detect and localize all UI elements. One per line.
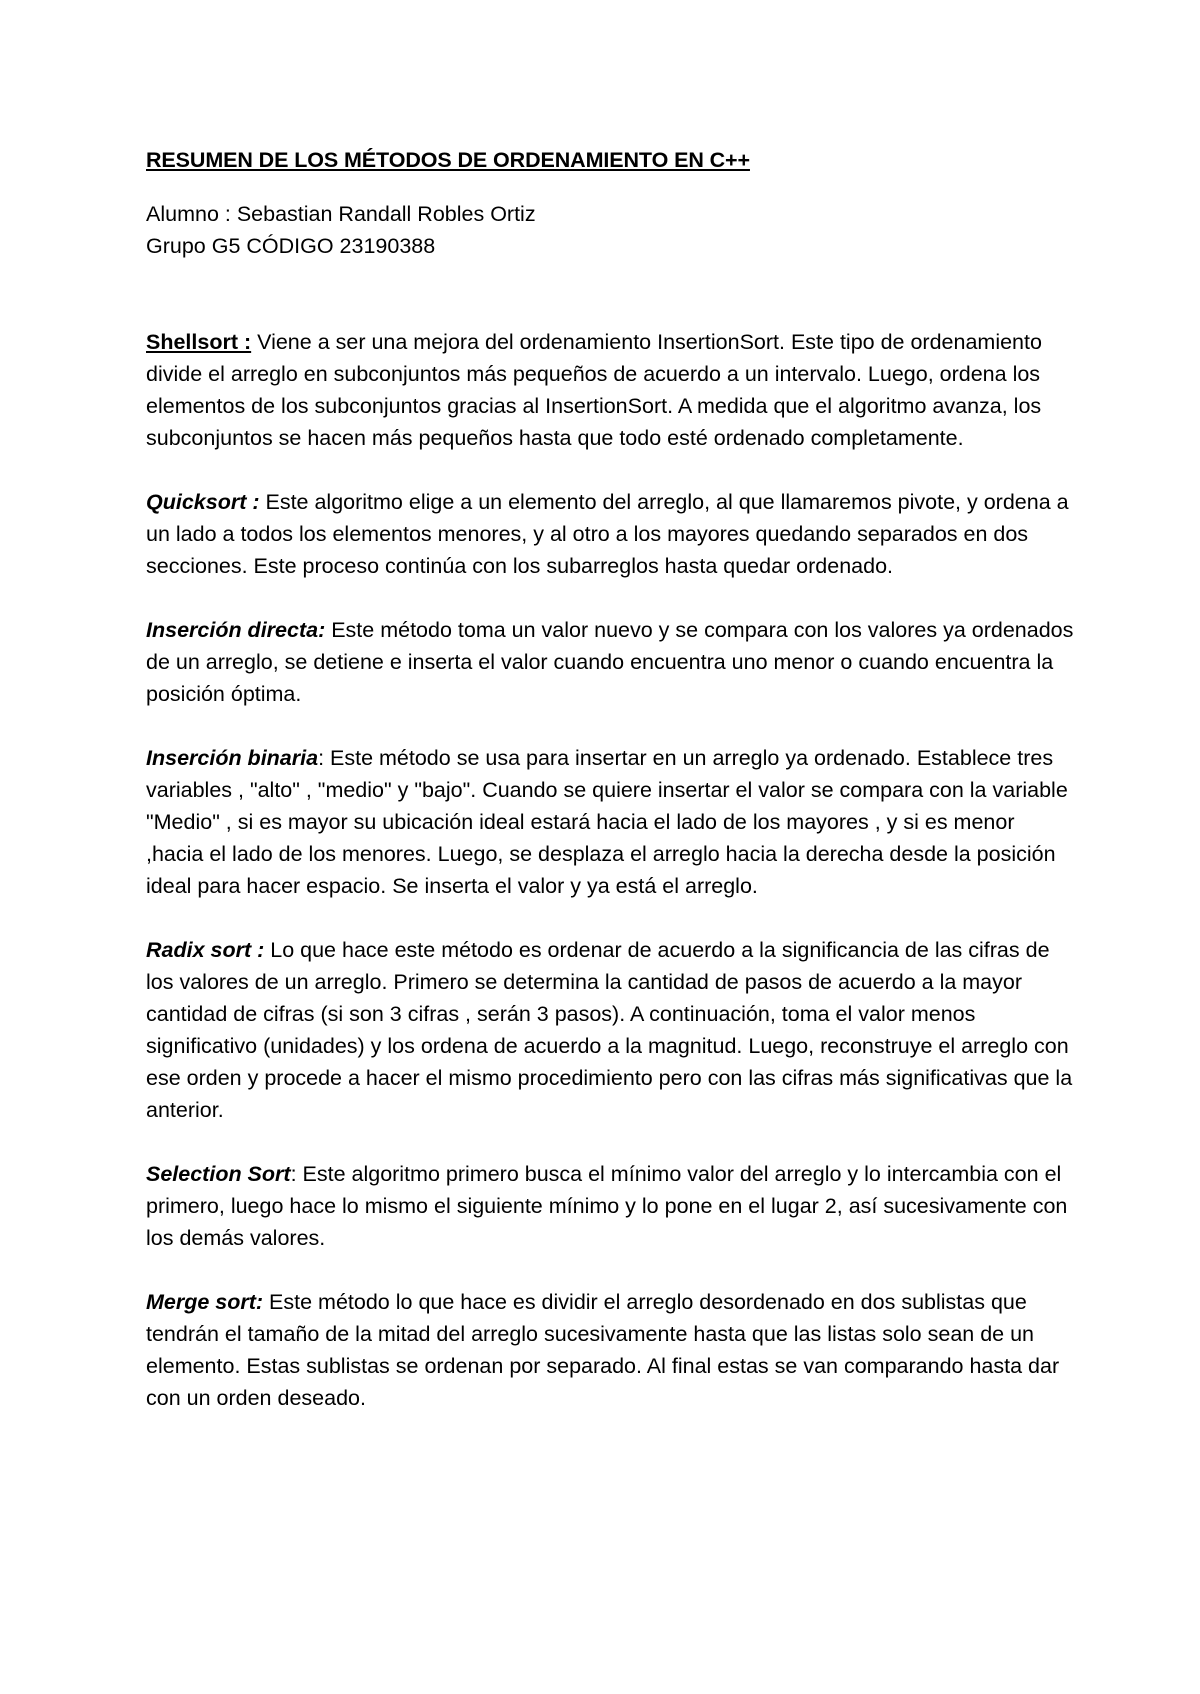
- term-radix-sort: Radix sort :: [146, 938, 265, 962]
- student-info: [146, 198, 1080, 262]
- group-code-line: Grupo G5 CÓDIGO 23190388: [146, 234, 436, 258]
- term-insercion-directa: Inserción directa:: [146, 618, 326, 642]
- description-quicksort: Este algoritmo elige a un elemento del arreglo, al que llamaremos pivote, y ordena a un lado a todos los elementos menores, y al otro a los mayores quedando separados en dos secciones. Este proceso continúa con los subarreglos hasta quedar ordenado.: [146, 490, 1069, 578]
- document-title: RESUMEN DE LOS MÉTODOS DE ORDENAMIENTO EN C++: [146, 148, 750, 172]
- sorting-methods-list: [146, 326, 1080, 1414]
- term-shellsort: Shellsort :: [146, 330, 252, 354]
- description-insercion-directa: Este método toma un valor nuevo y se compara con los valores ya ordenados de un arreglo, se detiene e inserta el valor cuando encuentra uno menor o cuando encuentra la posición óptima.: [146, 618, 1074, 706]
- term-quicksort: Quicksort :: [146, 490, 260, 514]
- description-selection-sort: : Este algoritmo primero busca el mínimo valor del arreglo y lo intercambia con el primero, luego hace lo mismo el siguiente mínimo y lo pone en el lugar 2, así sucesivamente con los demás valores.: [146, 1162, 1068, 1250]
- term-merge-sort: Merge sort:: [146, 1290, 264, 1314]
- term-selection-sort: Selection Sort: [146, 1162, 291, 1186]
- section-merge-sort: [146, 1286, 1076, 1414]
- section-quicksort: [146, 486, 1076, 582]
- section-radix-sort: [146, 934, 1076, 1126]
- student-name-line: Alumno : Sebastian Randall Robles Ortiz: [146, 202, 536, 226]
- section-selection-sort: [146, 1158, 1076, 1254]
- section-insercion-directa: [146, 614, 1076, 710]
- description-radix-sort: Lo que hace este método es ordenar de acuerdo a la significancia de las cifras de los valores de un arreglo. Primero se determina la cantidad de pasos de acuerdo a la mayor cantidad de cifras (si son 3 cifras , serán 3 pasos). A continuación, toma el valor menos significativo (unidades) y los ordena de acuerdo a la magnitud. Luego, reconstruye el arreglo con ese orden y procede a hacer el mismo procedimiento pero con las cifras más significativas que la anterior.: [146, 938, 1073, 1122]
- description-shellsort: Viene a ser una mejora del ordenamiento InsertionSort. Este tipo de ordenamiento divide el arreglo en subconjuntos más pequeños de acuerdo a un intervalo. Luego, ordena los elementos de los subconjuntos gracias al InsertionSort. A medida que el algoritmo avanza, los subconjuntos se hacen más pequeños hasta que todo esté ordenado completamente.: [146, 330, 1042, 450]
- description-insercion-binaria: : Este método se usa para insertar en un arreglo ya ordenado. Establece tres variables , "alto" , "medio" y "bajo". Cuando se quiere insertar el valor se compara con la variable "Medio" , si es mayor su ubicación ideal estará hacia el lado de los mayores , y si es menor ,hacia el lado de los menores. Luego, se desplaza el arreglo hacia la derecha desde la posición ideal para hacer espacio. Se inserta el valor y ya está el arreglo.: [146, 746, 1068, 898]
- description-merge-sort: Este método lo que hace es dividir el arreglo desordenado en dos sublistas que tendrán el tamaño de la mitad del arreglo sucesivamente hasta que las listas solo sean de un elemento. Estas sublistas se ordenan por separado. Al final estas se van comparando hasta dar con un orden deseado.: [146, 1290, 1060, 1410]
- section-shellsort: [146, 326, 1076, 454]
- term-insercion-binaria: Inserción binaria: [146, 746, 319, 770]
- section-insercion-binaria: [146, 742, 1076, 902]
